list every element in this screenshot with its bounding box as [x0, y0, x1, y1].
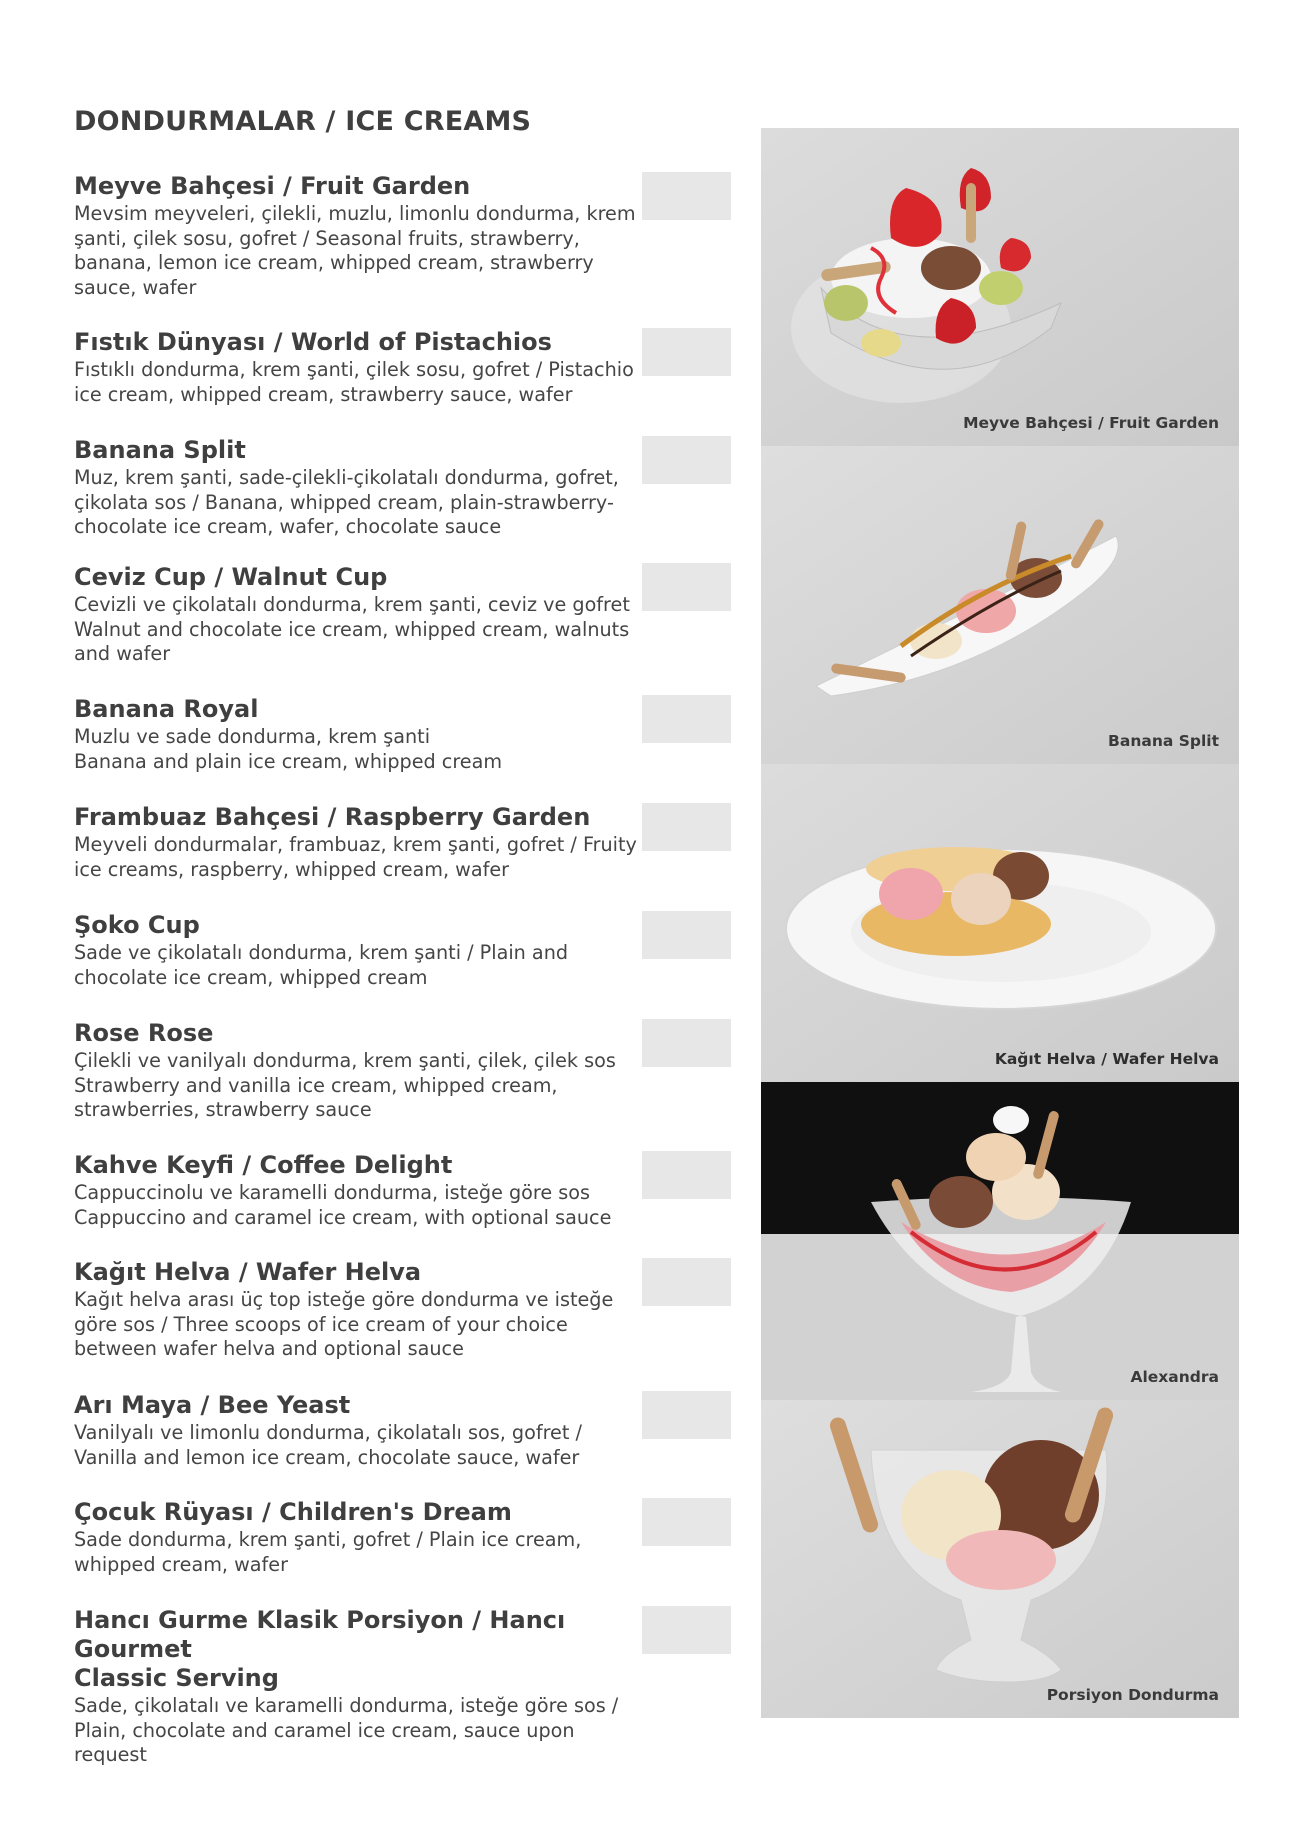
item-description: Kağıt helva arası üç top isteğe göre dondurma ve isteğe göre sos / Three scoops of ice cream of your choice between wafer helva and optional sauce: [74, 1288, 614, 1361]
price-box: [642, 911, 731, 959]
menu-item-fruit-garden: [74, 172, 734, 300]
menu-item-raspberry-garden: [74, 803, 734, 882]
photo-caption: Porsiyon Dondurma: [1046, 1686, 1219, 1704]
item-name: Hancı Gurme Klasik Porsiyon / Hancı Gourmet Classic Serving: [74, 1606, 566, 1692]
banana-split-image: [761, 446, 1239, 764]
item-description: Fıstıklı dondurma, krem şanti, çilek sosu, gofret / Pistachio ice cream, whipped cream, strawberry sauce, wafer: [74, 358, 634, 406]
menu-item-rose-rose: [74, 1019, 734, 1123]
item-name: Meyve Bahçesi / Fruit Garden: [74, 172, 471, 200]
item-name: Arı Maya / Bee Yeast: [74, 1391, 351, 1419]
item-description: Muz, krem şanti, sade-çilekli-çikolatalı dondurma, gofret, çikolata sos / Banana, whipped cream, plain-strawberry- chocolate ice cream, wafer, chocolate sauce: [74, 466, 619, 539]
menu-item-gourmet-classic-serving: [74, 1606, 734, 1768]
photo-porsiyon-dondurma: [761, 1400, 1239, 1718]
price-box: [642, 1019, 731, 1067]
price-box: [642, 1258, 731, 1306]
item-name: Banana Royal: [74, 695, 259, 723]
photo-alexandra: [761, 1082, 1239, 1400]
fruit-garden-image: [761, 128, 1239, 446]
item-name: Kağıt Helva / Wafer Helva: [74, 1258, 422, 1286]
item-description: Muzlu ve sade dondurma, krem şanti Banana and plain ice cream, whipped cream: [74, 725, 503, 773]
photo-caption: Kağıt Helva / Wafer Helva: [994, 1050, 1219, 1068]
item-description: Meyveli dondurmalar, frambuaz, krem şanti, gofret / Fruity ice creams, raspberry, whipped cream, wafer: [74, 833, 637, 881]
photo-caption: Alexandra: [1130, 1368, 1219, 1386]
item-name: Rose Rose: [74, 1019, 214, 1047]
menu-item-banana-split: [74, 436, 734, 540]
item-name: Şoko Cup: [74, 911, 200, 939]
price-box: [642, 172, 731, 220]
photo-wafer-helva: [761, 764, 1239, 1082]
item-name: Kahve Keyfi / Coffee Delight: [74, 1151, 453, 1179]
item-description: Sade, çikolatalı ve karamelli dondurma, isteğe göre sos / Plain, chocolate and caramel ice cream, sauce upon request: [74, 1694, 619, 1767]
item-description: Vanilyalı ve limonlu dondurma, çikolatalı sos, gofret / Vanilla and lemon ice cream, chocolate sauce, wafer: [74, 1421, 582, 1469]
item-name: Frambuaz Bahçesi / Raspberry Garden: [74, 803, 591, 831]
price-box: [642, 1151, 731, 1199]
item-name: Banana Split: [74, 436, 246, 464]
item-name: Ceviz Cup / Walnut Cup: [74, 563, 388, 591]
price-box: [642, 695, 731, 743]
wafer-helva-image: [761, 764, 1239, 1082]
item-description: Cappuccinolu ve karamelli dondurma, isteğe göre sos Cappuccino and caramel ice cream, with optional sauce: [74, 1181, 612, 1229]
photo-caption: Meyve Bahçesi / Fruit Garden: [963, 414, 1219, 432]
price-box: [642, 563, 731, 611]
price-box: [642, 436, 731, 484]
menu-item-soko-cup: [74, 911, 734, 990]
item-description: Çilekli ve vanilyalı dondurma, krem şanti, çilek, çilek sos Strawberry and vanilla ice cream, whipped cream, strawberries, strawberry sauce: [74, 1049, 616, 1122]
page-title: DONDURMALAR / ICE CREAMS: [74, 106, 532, 137]
price-box: [642, 328, 731, 376]
menu-item-childrens-dream: [74, 1498, 734, 1577]
menu-item-bee-yeast: [74, 1391, 734, 1470]
price-box: [642, 1391, 731, 1439]
item-name: Çocuk Rüyası / Children's Dream: [74, 1498, 512, 1526]
item-name: Fıstık Dünyası / World of Pistachios: [74, 328, 552, 356]
price-box: [642, 1498, 731, 1546]
porsiyon-dondurma-image: [761, 1400, 1239, 1718]
photo-banana-split: [761, 446, 1239, 764]
menu-item-walnut-cup: [74, 563, 734, 667]
menu-item-world-of-pistachios: [74, 328, 734, 407]
price-box: [642, 803, 731, 851]
item-description: Mevsim meyveleri, çilekli, muzlu, limonlu dondurma, krem şanti, çilek sosu, gofret / Seasonal fruits, strawberry, banana, lemon ice cream, whipped cream, strawberry sauce, wafer: [74, 202, 636, 299]
alexandra-image: [761, 1082, 1239, 1400]
menu-item-wafer-helva: [74, 1258, 734, 1362]
price-box: [642, 1606, 731, 1654]
menu-item-coffee-delight: [74, 1151, 734, 1230]
photo-caption: Banana Split: [1108, 732, 1219, 750]
item-description: Sade dondurma, krem şanti, gofret / Plain ice cream, whipped cream, wafer: [74, 1528, 582, 1576]
photo-fruit-garden: [761, 128, 1239, 446]
item-description: Cevizli ve çikolatalı dondurma, krem şanti, ceviz ve gofret Walnut and chocolate ice cream, whipped cream, walnuts and wafer: [74, 593, 630, 666]
item-description: Sade ve çikolatalı dondurma, krem şanti / Plain and chocolate ice cream, whipped cream: [74, 941, 569, 989]
menu-item-banana-royal: [74, 695, 734, 774]
